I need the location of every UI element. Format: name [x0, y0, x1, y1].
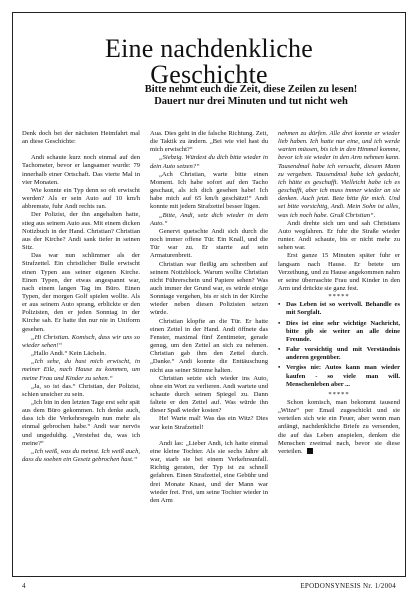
text-column-2: [150, 130, 268, 505]
list-item: • Dies ist eine sehr wichtige Nachricht, bitte gib sie weiter an alle deine Freunde.: [278, 320, 400, 344]
paragraph: Andi drehte sich um und sah Christians Auto wegfahren. Er fuhr die Straße wieder runter. Andi schaute, bis er nicht mehr zu sehen war.: [278, 219, 400, 252]
paragraph: [22, 358, 140, 382]
subtitle-line-2: Dauert nur drei Minuten und tut nicht weh: [154, 96, 348, 107]
list-item: • Das Leben ist so wertvoll. Behandle es mit Sorgfalt.: [278, 301, 400, 317]
end-mark-icon: [307, 448, 313, 454]
text-column-1: [22, 130, 140, 464]
paragraph: „Hallo Andi.“ Kein Lächeln.: [31, 350, 107, 358]
title-line-1: Eine nachdenkliche: [105, 34, 313, 63]
paragraph: Erst ganze 15 Minuten später fuhr er langsam nach Hause. Er betete um Verzeihung, und zu Hause angekommen nahm er seine überraschte Frau und Kinder in den Arm und drückte sie ganz fest.: [278, 252, 400, 292]
paragraph: [22, 448, 140, 464]
paragraph: Christian war fleißig am schreiben auf seinem Notizblock. Warum wollte Christian nicht Führerschein und Papiere sehen? Was auch immer der Grund war, es würde einige Sonntage vergehen, bis er sich in der Kirche wieder neben diesen Polizisten setzen würde.: [150, 260, 268, 317]
paragraph: [278, 399, 400, 456]
paragraph: [278, 130, 400, 220]
paragraph: Das war nun schlimmer als der Strafzettel. Ein christlicher Bulle erwischt einen Typen aus seiner eigenen Kirche. Einen Typen, der etwas angespannt war, nach einem langen Tag im Büro. Einen Typen, der morgen Golf spielen wollte. Als er aus seinem Auto sprang, erblickte er den Polizisten, den er jeden Sonntag in der Kirche sah. Er hatte ihn nur nie in Uniform gesehen.: [22, 252, 140, 333]
dialogue: „Ich weiß, was du meinst. Ich weiß auch, dass du soeben ein Gesetz gebrochen hast.“: [22, 447, 140, 464]
paragraph: Christian setzte sich wieder ins Auto, ohne ein Wort zu verlieren. Andi wartete und schaute durch seinen Spiegel zu. Dann faltete er den Zettel auf. Was würde ihn dieser Spaß wieder kosten?: [150, 374, 268, 415]
page-number: 4: [22, 582, 26, 590]
subtitle-line-1: Bitte nehmt euch die Zeit, diese Zeilen zu lesen!: [144, 84, 358, 95]
paragraph: Wie konnte ein Typ denn so oft erwischt werden? Als er sein Auto auf 10 km/h abbremste, fuhr Andi rechts ran.: [22, 186, 140, 211]
paragraph: Genervt quetschte Andi sich durch die noch immer offene Tür. Ein Knall, und die Tür war zu. Er starrte auf sein Armaturenbrett.: [150, 227, 268, 260]
dialogue: „Hi Christian. Komisch, dass wir uns so wieder sehen!“: [22, 333, 140, 349]
paragraph: „Ich bin in den letzten Tage erst sehr spät aus dem Büro gekommen. Ich denke auch, dass ich die Verkehrsregeln nun mehr als einmal gebrochen habe.“ Andi war nervös und ungeduldig. „Verstehst du, was ich meine?“: [22, 399, 140, 447]
paragraph: [22, 334, 140, 350]
text-column-3: [278, 130, 400, 456]
title-line-2: Geschichte: [150, 60, 268, 89]
article-subtitle: [106, 84, 396, 108]
paragraph: Aua. Dies geht in die falsche Richtung. Zeit, die Taktik zu ändern. „Bei wie viel hast du mich erwischt?“: [150, 130, 268, 154]
list-item: • Fahr vorsichtig und mit Verständnis anderen gegenüber.: [278, 346, 400, 362]
section-separator: *****: [328, 390, 350, 398]
paragraph: [150, 212, 268, 228]
paragraph: Andi las: „Lieber Andi, ich hatte einmal eine kleine Tochter. Als sie sechs Jahre alt war, starb sie bei einem Verkehrsunfall. Richtig geraten, der Typ ist zu schnell gefahren. Einen Strafzettel, eine Gebühr und drei Monate Knast, und der Mann war wieder frei. Frei, um seine Tochter wieder in den Arm: [150, 439, 268, 504]
paragraph: „Ja, so ist das.“ Christian, der Polizist, schien unsicher zu sein.: [22, 382, 140, 398]
section-separator: *****: [328, 293, 350, 301]
magazine-issue: EPODONSYNESIS Nr. 1/2004: [300, 582, 396, 590]
paragraph: Der Polizist, der ihn angehalten hatte, stieg aus seinem Auto aus. Mit einem dicken Notizbuch in der Hand. Christian? Christian aus der Kirche? Andi sank tiefer in seinen Sitz.: [22, 211, 140, 252]
letter-text: nehmen zu dürfen. Alle drei konnte er wieder lieb haben. Ich hatte nur eine, und ich werde warten müssen, bis ich in den Himmel komme, bevor ich sie wieder in den Arm nehmen kann. Tausendmal habe ich versucht, diesem Mann zu vergeben. Tausendmal habe ich gedacht, ich hätte es geschafft. Vielleicht habe ich es geschafft, aber ich muss immer wieder an sie denken. Auch jetzt. Bete bitte für mich. Und sei bitte vorsichtig, Andi. Mein Sohn ist alles, was ich noch habe. Gruß Christian“.: [278, 130, 400, 219]
closing-text: Schon komisch, man bekommt tausend „Witze“ per Email zugeschickt und sie verteilen sich wie ein Feuer, aber wenn man anfängt, nachdenkliche Briefe zu versenden, die auf das Leben anspielen, denken die Menschen zweimal nach, bevor sie diese verteilen.: [278, 399, 400, 455]
article-title: [12, 36, 406, 88]
paragraph: He! Warte mal! Was das ein Witz? Dies war kein Strafzettel!: [150, 415, 268, 431]
dialogue: „Bitte, Andi, setz dich wieder in dein Auto.“: [150, 211, 268, 227]
message-list: [278, 301, 400, 389]
dialogue: „Siebzig. Würdest du dich bitte wieder in dein Auto setzen?“: [150, 154, 268, 170]
dialogue: „Ich sehe, du hast mich erwischt, in meiner Eile, nach Hause zu kommen, um meine Frau und Kinder zu sehen.“: [22, 358, 140, 382]
paragraph: Denk doch bei der nächsten Heimfahrt mal an diese Geschichte:: [22, 130, 140, 146]
list-item: • Vergiss nie: Autos kann man wieder kaufen - so viele man will. Menschenleben aber ...: [278, 364, 400, 388]
paragraph: Andi schaute kurz noch einmal auf den Tachometer, bevor er langsamer wurde: 79 innerhalb einer Ortschaft. Das vierte Mal in vier Monaten.: [22, 154, 140, 186]
paragraph: „Ach Christian, warte bitte einen Moment. Ich habe sofort auf den Tacho geschaut, als ich dich gesehen habe! Ich habe mich auf 65 km/h geschätzt!“ Andi konnte mit jedem Strafzettel besser lügen.: [150, 170, 268, 211]
paragraph: Christian klopfte an die Tür. Er hatte einen Zettel in der Hand. Andi öffnete das Fenster, maximal fünf Zentimeter, gerade genug, um den Zettel an sich zu nehmen. Christian gab ihm den Zettel durch. „Danke.“ Andi konnte die Enttäuschung nicht aus seiner Stimme halten.: [150, 317, 268, 374]
paragraph: [150, 154, 268, 170]
